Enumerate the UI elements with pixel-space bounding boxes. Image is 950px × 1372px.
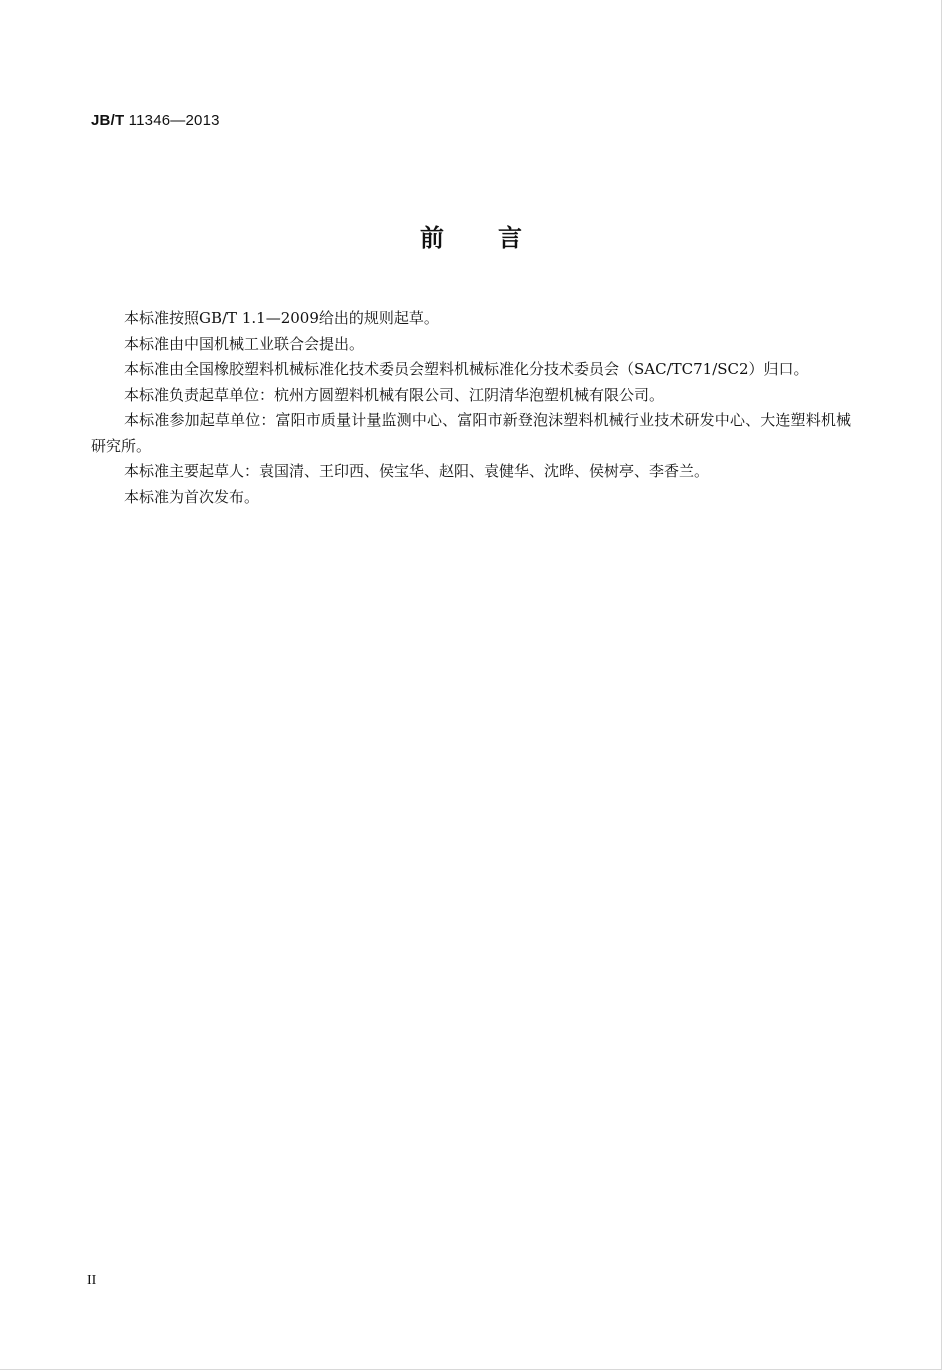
- page-number: II: [87, 1273, 97, 1288]
- foreword-body: [91, 306, 851, 510]
- paragraph-participating-drafters: 本标准参加起草单位：富阳市质量计量监测中心、富阳市新登泡沫塑料机械行业技术研发中心、大连塑料机械研究所。: [91, 411, 851, 455]
- paragraph-drafting-rules: 本标准按照GB/T 1.1—2009给出的规则起草。: [124, 309, 439, 327]
- standard-number: 11346—2013: [124, 112, 220, 129]
- paragraph-technical-committee: 本标准由全国橡胶塑料机械标准化技术委员会塑料机械标准化分技术委员会（SAC/TC71/SC2）归口。: [124, 360, 809, 378]
- paragraph-main-drafters: 本标准主要起草人：袁国清、王印西、侯宝华、赵阳、袁健华、沈晔、侯树亭、李香兰。: [124, 462, 710, 480]
- paragraph-lead-drafters: 本标准负责起草单位：杭州方圆塑料机械有限公司、江阴清华泡塑机械有限公司。: [124, 385, 665, 404]
- standard-prefix: JB/T: [91, 112, 125, 129]
- paragraph-first-issue: 本标准为首次发布。: [124, 487, 260, 506]
- page-title: 前言: [420, 224, 576, 252]
- standard-code: [91, 112, 220, 129]
- paragraph-proposer: 本标准由中国机械工业联合会提出。: [124, 334, 365, 353]
